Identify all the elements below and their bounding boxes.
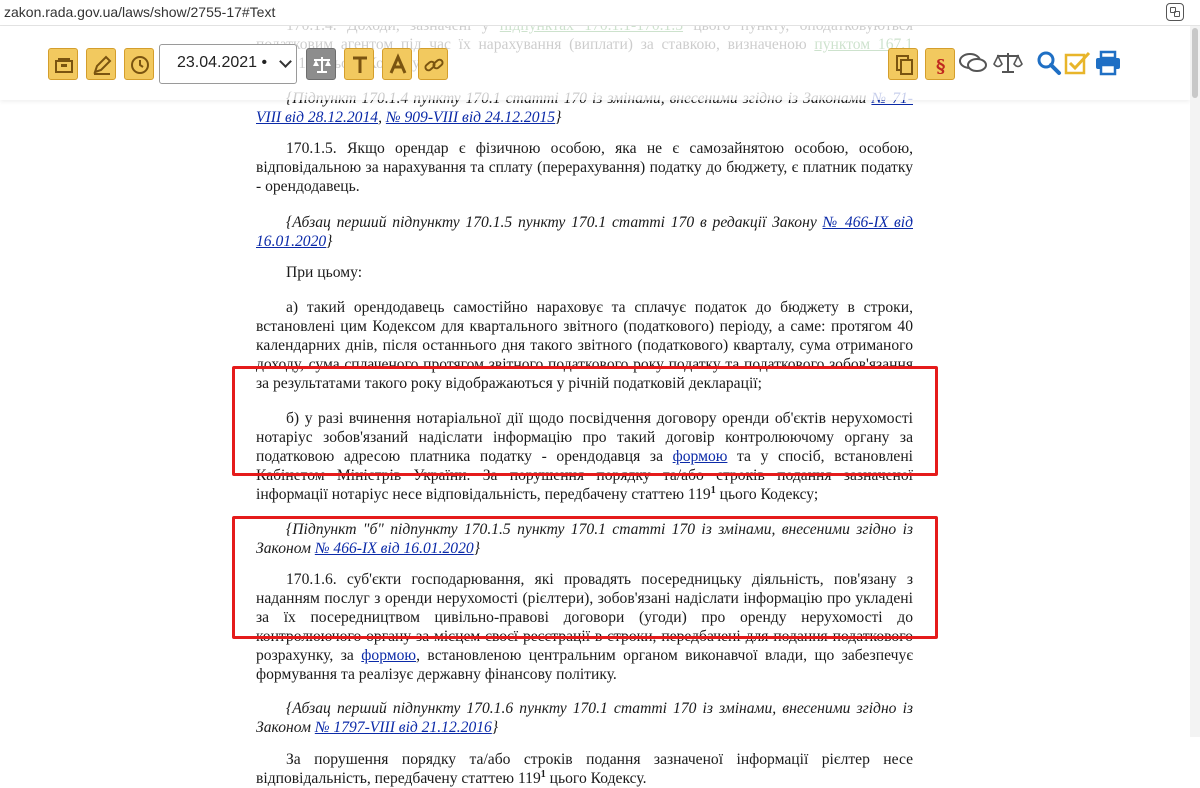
font-button[interactable] <box>382 48 412 80</box>
law-document <box>256 16 913 788</box>
link-form-realtor[interactable]: формою <box>361 647 417 664</box>
scales-icon[interactable] <box>992 50 1024 81</box>
history-icon <box>128 53 152 77</box>
paragraph-170-1-6: 170.1.6. суб'єкти господарювання, які провадять посередницьку діяльність, пов'язану з наданням послуг з оренди нерухомості (рієлтери), зобов'язані надіслати інформацію про укладені за їх посередництвом цивільно-правові договори (угоди) про оренду нерухомості до контролюючого органу за місцем своєї реєстрації в строки, передбачені для подання податкового розрахунку, за формою, встановленою центральним органом виконавчої влади, що забезпечує формування та реалізує державну фінансову політику. <box>256 571 914 683</box>
paragraph-b: б) у разі вчинення нотаріальної дії щодо посвідчення договору оренди об'єктів нерухомості нотаріус зобов'язаний надіслати інформацію про такий договір контролюючому органу за податковою адресою платника податку - орендодавця за формою та у спосіб, встановлені Кабінетом Міністрів України. За порушення порядку та/або строків подання зазначеної інформації нотаріус несе відповідальність, передбачену статтею $119^1$ цього Кодексу; <box>256 410 913 503</box>
extensions-icon[interactable] <box>1166 3 1184 21</box>
link-form-notary[interactable]: формою <box>672 448 728 465</box>
link-law-1797-viii[interactable]: № 1797-VIII від 21.12.2016 <box>314 719 492 736</box>
url-text[interactable]: zakon.rada.gov.ua/laws/show/2755-17#Text <box>4 4 276 20</box>
archive-button[interactable] <box>48 48 78 80</box>
chevron-down-icon <box>279 55 292 68</box>
text-size-button[interactable] <box>344 48 374 80</box>
link-law-909-viii[interactable]: № 909-VIII від 24.12.2015 <box>385 109 556 126</box>
link-icon <box>422 53 446 77</box>
search-icon[interactable] <box>1036 50 1062 81</box>
documents-button[interactable] <box>888 48 918 80</box>
link-law-466-ix[interactable]: № 466-IX від 16.01.2020 <box>256 214 913 250</box>
svg-text:§: § <box>936 56 946 77</box>
balance-scale-icon <box>310 53 334 77</box>
paragraph-a: а) такий орендодавець самостійно нараховує та сплачує податок до бюджету в строки, встановлені цим Кодексом для квартального звітного (податкового) періоду, а саме: протягом 40 календарних днів, після останнього дня такого звітного (податкового) кварталу, сума отриманого доходу, сума сплаченого протягом звітного податкового року податку та податкового зобов'язання за результатами такого року відображаються у річній податковій декларації; <box>256 299 913 392</box>
revision-date-value: 23.04.2021 • <box>177 54 268 71</box>
scrollbar-thumb[interactable] <box>1192 28 1198 98</box>
checkmark-icon[interactable] <box>1064 50 1092 81</box>
scrollbar-track[interactable] <box>1190 26 1200 737</box>
history-button[interactable] <box>124 48 154 80</box>
balance-button[interactable] <box>306 48 336 80</box>
section-icon <box>929 53 953 77</box>
link-law-71-viii[interactable]: VIII від 28.12.2014 <box>256 109 379 126</box>
amendment-note-b: {Підпункт "б" підпункту 170.1.5 пункту 170.1 статті 170 із змінами, внесеними згідно із Законом № 466-IX від 16.01.2020} <box>256 521 913 557</box>
text-size-icon <box>348 53 372 77</box>
edit-button[interactable] <box>86 48 116 80</box>
archive-icon <box>52 53 76 77</box>
section-button[interactable] <box>925 48 955 80</box>
revision-date-select[interactable] <box>159 44 297 84</box>
print-icon[interactable] <box>1094 50 1122 81</box>
edit-icon <box>90 53 114 77</box>
amendment-note-170-1-5: {Абзац перший підпункту 170.1.5 пункту 170.1 статті 170 в редакції Закону № 466-IX від 16.01.2020} <box>256 214 913 250</box>
link-button[interactable] <box>418 48 448 80</box>
font-icon <box>386 53 410 77</box>
paragraph-realtor-liability: За порушення порядку та/або строків подання зазначеної інформації рієлтер несе відповідальність, передбачену статтею $119^1$ цього Кодексу. <box>256 751 913 787</box>
amendment-note-170-1-4: VIII від 28.12.2014, № 909-VIII від 24.12.2015} <box>256 89 913 127</box>
comments-icon[interactable] <box>958 50 988 81</box>
link-law-466-ix-b[interactable]: № 466-IX від 16.01.2020 <box>314 540 474 557</box>
paragraph-pry-tsomu: При цьому: <box>286 264 363 281</box>
paragraph-170-1-5: 170.1.5. Якщо орендар є фізичною особою, яка не є самозайнятою особою, особою, відповідальною за нарахування та сплату (перерахування) податку до бюджету, є платник податку - орендодавець. <box>256 140 913 195</box>
documents-icon <box>892 53 916 77</box>
browser-address-bar[interactable] <box>0 0 1200 26</box>
amendment-note-170-1-6: {Абзац перший підпункту 170.1.6 пункту 170.1 статті 170 із змінами, внесеними згідно із Законом № 1797-VIII від 21.12.2016} <box>256 700 913 736</box>
